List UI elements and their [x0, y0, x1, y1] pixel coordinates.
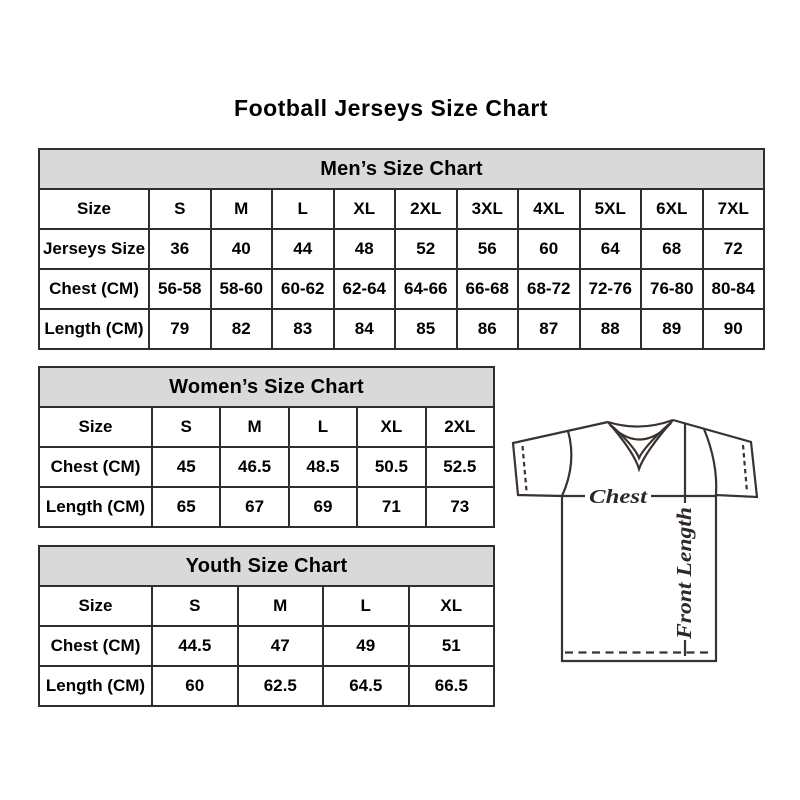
value-cell: 56 [457, 229, 519, 269]
chest-label: Chest [589, 486, 649, 508]
value-cell: 52.5 [426, 447, 494, 487]
value-cell: 64-66 [395, 269, 457, 309]
value-cell: 6XL [641, 189, 703, 229]
value-cell: XL [357, 407, 425, 447]
value-cell: S [152, 407, 220, 447]
value-cell: 45 [152, 447, 220, 487]
value-cell: 73 [426, 487, 494, 527]
table-row [39, 149, 764, 189]
value-cell: 90 [703, 309, 765, 349]
table-row [39, 269, 764, 309]
value-cell: L [323, 586, 409, 626]
value-cell: 85 [395, 309, 457, 349]
table-row [39, 309, 764, 349]
value-cell: S [152, 586, 238, 626]
value-cell: 48.5 [289, 447, 357, 487]
value-cell: 67 [220, 487, 288, 527]
value-cell: 2XL [426, 407, 494, 447]
value-cell: 71 [357, 487, 425, 527]
value-cell: 72 [703, 229, 765, 269]
value-cell: L [289, 407, 357, 447]
value-cell: S [149, 189, 211, 229]
right-cuff-dashed-line [743, 445, 747, 492]
value-cell: M [220, 407, 288, 447]
womens-size-chart-table [38, 366, 495, 528]
value-cell: 60 [152, 666, 238, 706]
table-row [39, 546, 494, 586]
value-cell: 40 [211, 229, 273, 269]
left-cuff-dashed-line [523, 446, 527, 491]
row-label-cell: Size [39, 189, 149, 229]
left-armhole-seam [562, 431, 571, 496]
table-row [39, 586, 494, 626]
table-row [39, 626, 494, 666]
right-armhole-seam [704, 429, 716, 495]
value-cell: 62.5 [238, 666, 324, 706]
value-cell: 69 [289, 487, 357, 527]
value-cell: 64.5 [323, 666, 409, 706]
jersey-measurement-diagram [505, 405, 767, 665]
value-cell: 64 [580, 229, 642, 269]
value-cell: 56-58 [149, 269, 211, 309]
row-label-cell: Chest (CM) [39, 447, 152, 487]
value-cell: 76-80 [641, 269, 703, 309]
value-cell: 72-76 [580, 269, 642, 309]
value-cell: 52 [395, 229, 457, 269]
table-row [39, 229, 764, 269]
value-cell: 65 [152, 487, 220, 527]
row-label-cell: Size [39, 407, 152, 447]
value-cell: 50.5 [357, 447, 425, 487]
value-cell: 7XL [703, 189, 765, 229]
row-label-cell: Jerseys Size [39, 229, 149, 269]
youth-size-chart-table [38, 545, 495, 707]
value-cell: 79 [149, 309, 211, 349]
row-label-cell: Length (CM) [39, 309, 149, 349]
value-cell: 44 [272, 229, 334, 269]
mens-size-chart-table [38, 148, 765, 350]
value-cell: 60 [518, 229, 580, 269]
value-cell: 47 [238, 626, 324, 666]
table-row [39, 367, 494, 407]
value-cell: M [211, 189, 273, 229]
table-row [39, 487, 494, 527]
value-cell: L [272, 189, 334, 229]
value-cell: 48 [334, 229, 396, 269]
row-label-cell: Size [39, 586, 152, 626]
value-cell: XL [334, 189, 396, 229]
row-label-cell: Chest (CM) [39, 626, 152, 666]
table-row [39, 407, 494, 447]
value-cell: 80-84 [703, 269, 765, 309]
mens-table-title: Men’s Size Chart [39, 149, 764, 189]
value-cell: 44.5 [152, 626, 238, 666]
value-cell: 88 [580, 309, 642, 349]
value-cell: 60-62 [272, 269, 334, 309]
table-row [39, 666, 494, 706]
value-cell: 2XL [395, 189, 457, 229]
value-cell: 82 [211, 309, 273, 349]
collar-back-edge [608, 420, 673, 427]
table-row [39, 189, 764, 229]
value-cell: 66.5 [409, 666, 495, 706]
row-label-cell: Length (CM) [39, 487, 152, 527]
value-cell: 3XL [457, 189, 519, 229]
value-cell: 87 [518, 309, 580, 349]
value-cell: 68-72 [518, 269, 580, 309]
value-cell: 49 [323, 626, 409, 666]
value-cell: M [238, 586, 324, 626]
value-cell: XL [409, 586, 495, 626]
front-length-label: Front Length [672, 521, 696, 639]
youth-table-title: Youth Size Chart [39, 546, 494, 586]
value-cell: 4XL [518, 189, 580, 229]
value-cell: 62-64 [334, 269, 396, 309]
value-cell: 86 [457, 309, 519, 349]
value-cell: 84 [334, 309, 396, 349]
jersey-outline [513, 420, 757, 661]
value-cell: 89 [641, 309, 703, 349]
collar-inner-v [612, 424, 669, 458]
womens-table-title: Women’s Size Chart [39, 367, 494, 407]
value-cell: 68 [641, 229, 703, 269]
value-cell: 46.5 [220, 447, 288, 487]
value-cell: 51 [409, 626, 495, 666]
page-title: Football Jerseys Size Chart [234, 95, 548, 121]
value-cell: 66-68 [457, 269, 519, 309]
table-row [39, 447, 494, 487]
row-label-cell: Chest (CM) [39, 269, 149, 309]
value-cell: 58-60 [211, 269, 273, 309]
value-cell: 36 [149, 229, 211, 269]
row-label-cell: Length (CM) [39, 666, 152, 706]
value-cell: 83 [272, 309, 334, 349]
value-cell: 5XL [580, 189, 642, 229]
